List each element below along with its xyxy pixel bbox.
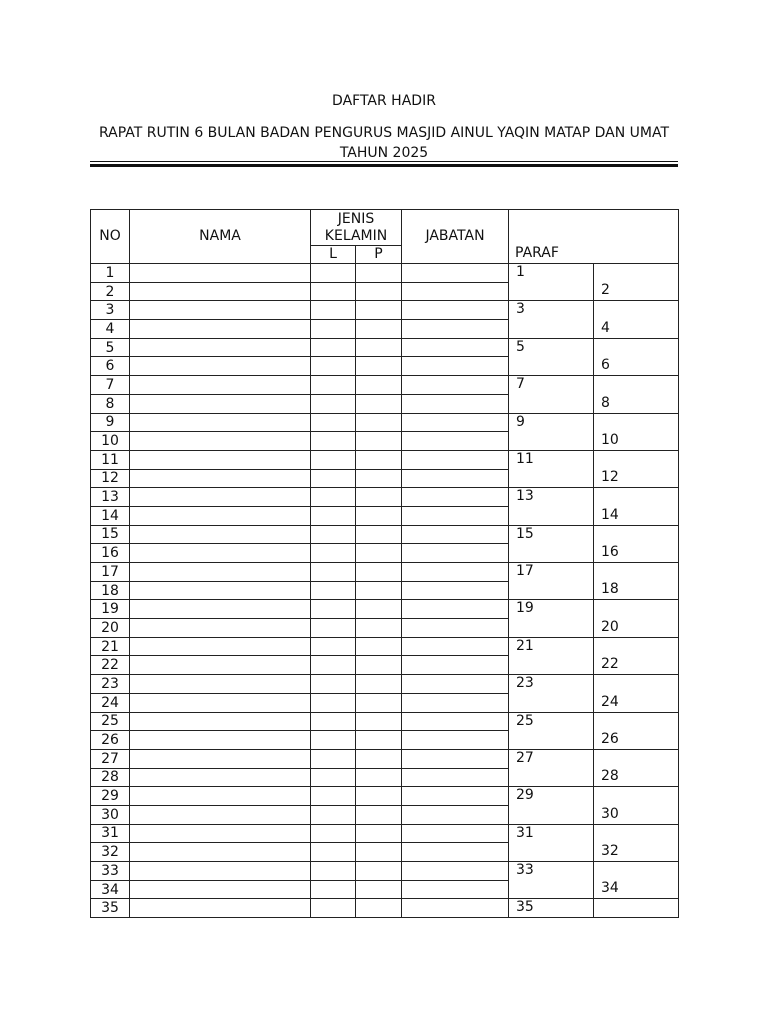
gender-p-cell[interactable] xyxy=(356,880,402,899)
jabatan-cell[interactable] xyxy=(402,712,509,731)
signature-cell-odd[interactable]: 9 xyxy=(509,413,594,450)
jabatan-cell[interactable] xyxy=(402,506,509,525)
signature-cell-even[interactable]: 8 xyxy=(594,376,679,413)
row-number: 7 xyxy=(91,376,130,395)
jabatan-cell[interactable] xyxy=(402,824,509,843)
nama-cell[interactable] xyxy=(130,469,311,488)
signature-cell-even[interactable]: 28 xyxy=(594,749,679,786)
column-header-l: L xyxy=(311,246,356,264)
row-number: 4 xyxy=(91,320,130,339)
gender-l-cell[interactable] xyxy=(311,450,356,469)
nama-cell[interactable] xyxy=(130,637,311,656)
signature-cell-odd[interactable]: 17 xyxy=(509,563,594,600)
gender-p-cell[interactable] xyxy=(356,600,402,619)
row-number: 13 xyxy=(91,488,130,507)
signature-cell-odd[interactable]: 11 xyxy=(509,450,594,487)
gender-l-cell[interactable] xyxy=(311,488,356,507)
gender-p-cell[interactable] xyxy=(356,264,402,283)
nama-cell[interactable] xyxy=(130,731,311,750)
jabatan-cell[interactable] xyxy=(402,469,509,488)
jabatan-cell[interactable] xyxy=(402,581,509,600)
gender-p-cell[interactable] xyxy=(356,469,402,488)
gender-l-cell[interactable] xyxy=(311,320,356,339)
nama-cell[interactable] xyxy=(130,506,311,525)
signature-cell-odd[interactable]: 25 xyxy=(509,712,594,749)
gender-l-cell[interactable] xyxy=(311,413,356,432)
gender-p-cell[interactable] xyxy=(356,712,402,731)
gender-l-cell[interactable] xyxy=(311,787,356,806)
gender-p-cell[interactable] xyxy=(356,787,402,806)
table-row xyxy=(91,787,679,806)
table-row xyxy=(91,563,679,582)
row-number: 8 xyxy=(91,394,130,413)
gender-l-cell[interactable] xyxy=(311,899,356,918)
gender-l-cell[interactable] xyxy=(311,525,356,544)
row-number: 29 xyxy=(91,787,130,806)
jabatan-cell[interactable] xyxy=(402,525,509,544)
signature-cell-odd[interactable]: 31 xyxy=(509,824,594,861)
gender-p-cell[interactable] xyxy=(356,656,402,675)
column-header-jenis-kelamin: JENIS KELAMIN xyxy=(311,210,402,246)
gender-l-cell[interactable] xyxy=(311,563,356,582)
signature-cell-even[interactable]: 16 xyxy=(594,525,679,562)
row-number: 26 xyxy=(91,731,130,750)
gender-l-cell[interactable] xyxy=(311,282,356,301)
nama-cell[interactable] xyxy=(130,264,311,283)
nama-cell[interactable] xyxy=(130,787,311,806)
gender-p-cell[interactable] xyxy=(356,282,402,301)
jabatan-cell[interactable] xyxy=(402,488,509,507)
jabatan-cell[interactable] xyxy=(402,637,509,656)
signature-cell-even[interactable]: 14 xyxy=(594,488,679,525)
gender-p-cell[interactable] xyxy=(356,544,402,563)
row-number: 15 xyxy=(91,525,130,544)
nama-cell[interactable] xyxy=(130,600,311,619)
row-number: 22 xyxy=(91,656,130,675)
jabatan-cell[interactable] xyxy=(402,899,509,918)
nama-cell[interactable] xyxy=(130,432,311,451)
nama-cell[interactable] xyxy=(130,805,311,824)
column-header-no: NO xyxy=(91,210,130,264)
nama-cell[interactable] xyxy=(130,450,311,469)
signature-cell-odd[interactable]: 1 xyxy=(509,264,594,301)
table-row xyxy=(91,376,679,395)
row-number: 14 xyxy=(91,506,130,525)
gender-l-cell[interactable] xyxy=(311,469,356,488)
table-row xyxy=(91,301,679,320)
signature-cell-even[interactable]: 4 xyxy=(594,301,679,338)
table-row xyxy=(91,824,679,843)
gender-l-cell[interactable] xyxy=(311,824,356,843)
jabatan-cell[interactable] xyxy=(402,787,509,806)
row-number: 25 xyxy=(91,712,130,731)
gender-p-cell[interactable] xyxy=(356,731,402,750)
table-row xyxy=(91,450,679,469)
gender-l-cell[interactable] xyxy=(311,338,356,357)
nama-cell[interactable] xyxy=(130,656,311,675)
row-number: 12 xyxy=(91,469,130,488)
row-number: 16 xyxy=(91,544,130,563)
jabatan-cell[interactable] xyxy=(402,656,509,675)
signature-cell-even[interactable] xyxy=(594,899,679,918)
table-row xyxy=(91,488,679,507)
gender-l-cell[interactable] xyxy=(311,394,356,413)
nama-cell[interactable] xyxy=(130,880,311,899)
jabatan-cell[interactable] xyxy=(402,805,509,824)
row-number: 31 xyxy=(91,824,130,843)
gender-l-cell[interactable] xyxy=(311,731,356,750)
row-number: 19 xyxy=(91,600,130,619)
table-row xyxy=(91,675,679,694)
gender-p-cell[interactable] xyxy=(356,525,402,544)
gender-p-cell[interactable] xyxy=(356,357,402,376)
row-number: 35 xyxy=(91,899,130,918)
nama-cell[interactable] xyxy=(130,413,311,432)
signature-cell-even[interactable]: 22 xyxy=(594,637,679,674)
signature-cell-odd[interactable]: 35 xyxy=(509,899,594,918)
row-number: 21 xyxy=(91,637,130,656)
gender-l-cell[interactable] xyxy=(311,432,356,451)
gender-l-cell[interactable] xyxy=(311,843,356,862)
jabatan-cell[interactable] xyxy=(402,338,509,357)
row-number: 23 xyxy=(91,675,130,694)
signature-cell-even[interactable]: 10 xyxy=(594,413,679,450)
gender-p-cell[interactable] xyxy=(356,843,402,862)
gender-l-cell[interactable] xyxy=(311,656,356,675)
gender-p-cell[interactable] xyxy=(356,824,402,843)
gender-l-cell[interactable] xyxy=(311,506,356,525)
nama-cell[interactable] xyxy=(130,338,311,357)
signature-cell-odd[interactable]: 13 xyxy=(509,488,594,525)
table-row xyxy=(91,749,679,768)
signature-cell-odd[interactable]: 7 xyxy=(509,376,594,413)
nama-cell[interactable] xyxy=(130,563,311,582)
gender-l-cell[interactable] xyxy=(311,581,356,600)
row-number: 11 xyxy=(91,450,130,469)
jabatan-cell[interactable] xyxy=(402,264,509,283)
signature-cell-even[interactable]: 32 xyxy=(594,824,679,861)
jabatan-cell[interactable] xyxy=(402,675,509,694)
nama-cell[interactable] xyxy=(130,581,311,600)
gender-p-cell[interactable] xyxy=(356,506,402,525)
nama-cell[interactable] xyxy=(130,619,311,638)
row-number: 24 xyxy=(91,693,130,712)
signature-cell-odd[interactable]: 3 xyxy=(509,301,594,338)
nama-cell[interactable] xyxy=(130,824,311,843)
gender-l-cell[interactable] xyxy=(311,693,356,712)
gender-p-cell[interactable] xyxy=(356,768,402,787)
gender-p-cell[interactable] xyxy=(356,450,402,469)
nama-cell[interactable] xyxy=(130,862,311,881)
table-row xyxy=(91,264,679,283)
column-header-nama: NAMA xyxy=(130,210,311,264)
signature-cell-odd[interactable]: 23 xyxy=(509,675,594,712)
gender-p-cell[interactable] xyxy=(356,749,402,768)
row-number: 10 xyxy=(91,432,130,451)
column-header-p: P xyxy=(356,246,402,264)
table-row xyxy=(91,338,679,357)
signature-cell-even[interactable]: 20 xyxy=(594,600,679,637)
gender-p-cell[interactable] xyxy=(356,563,402,582)
gender-p-cell[interactable] xyxy=(356,862,402,881)
header-rule-thin xyxy=(90,161,678,162)
column-header-paraf: PARAF xyxy=(509,210,679,264)
gender-p-cell[interactable] xyxy=(356,432,402,451)
table-row xyxy=(91,525,679,544)
signature-cell-odd[interactable]: 33 xyxy=(509,862,594,899)
gender-l-cell[interactable] xyxy=(311,264,356,283)
gender-p-cell[interactable] xyxy=(356,376,402,395)
nama-cell[interactable] xyxy=(130,843,311,862)
jabatan-cell[interactable] xyxy=(402,301,509,320)
jabatan-cell[interactable] xyxy=(402,600,509,619)
table-row xyxy=(91,413,679,432)
gender-l-cell[interactable] xyxy=(311,712,356,731)
jabatan-cell[interactable] xyxy=(402,544,509,563)
jabatan-cell[interactable] xyxy=(402,731,509,750)
gender-p-cell[interactable] xyxy=(356,488,402,507)
jabatan-cell[interactable] xyxy=(402,843,509,862)
nama-cell[interactable] xyxy=(130,749,311,768)
signature-cell-even[interactable]: 34 xyxy=(594,862,679,899)
signature-cell-even[interactable]: 12 xyxy=(594,450,679,487)
nama-cell[interactable] xyxy=(130,394,311,413)
row-number: 27 xyxy=(91,749,130,768)
signature-cell-odd[interactable]: 15 xyxy=(509,525,594,562)
table-row xyxy=(91,899,679,918)
jabatan-cell[interactable] xyxy=(402,563,509,582)
signature-cell-odd[interactable]: 19 xyxy=(509,600,594,637)
jabatan-cell[interactable] xyxy=(402,880,509,899)
jabatan-cell[interactable] xyxy=(402,862,509,881)
signature-cell-odd[interactable]: 27 xyxy=(509,749,594,786)
column-header-jabatan: JABATAN xyxy=(402,210,509,264)
table-row xyxy=(91,600,679,619)
signature-cell-odd[interactable]: 21 xyxy=(509,637,594,674)
jabatan-cell[interactable] xyxy=(402,432,509,451)
nama-cell[interactable] xyxy=(130,675,311,694)
gender-p-cell[interactable] xyxy=(356,637,402,656)
gender-l-cell[interactable] xyxy=(311,675,356,694)
gender-l-cell[interactable] xyxy=(311,880,356,899)
gender-p-cell[interactable] xyxy=(356,675,402,694)
jabatan-cell[interactable] xyxy=(402,693,509,712)
signature-cell-even[interactable]: 24 xyxy=(594,675,679,712)
gender-p-cell[interactable] xyxy=(356,394,402,413)
jabatan-cell[interactable] xyxy=(402,394,509,413)
table-row xyxy=(91,862,679,881)
row-number: 3 xyxy=(91,301,130,320)
attendance-table xyxy=(90,209,679,918)
gender-l-cell[interactable] xyxy=(311,357,356,376)
row-number: 17 xyxy=(91,563,130,582)
gender-p-cell[interactable] xyxy=(356,899,402,918)
signature-cell-even[interactable]: 26 xyxy=(594,712,679,749)
gender-p-cell[interactable] xyxy=(356,413,402,432)
row-number: 9 xyxy=(91,413,130,432)
header-rule-thick xyxy=(90,164,678,167)
signature-cell-even[interactable]: 30 xyxy=(594,787,679,824)
row-number: 18 xyxy=(91,581,130,600)
row-number: 30 xyxy=(91,805,130,824)
gender-l-cell[interactable] xyxy=(311,600,356,619)
signature-cell-odd[interactable]: 5 xyxy=(509,338,594,375)
gender-p-cell[interactable] xyxy=(356,301,402,320)
nama-cell[interactable] xyxy=(130,899,311,918)
row-number: 2 xyxy=(91,282,130,301)
jabatan-cell[interactable] xyxy=(402,749,509,768)
signature-cell-odd[interactable]: 29 xyxy=(509,787,594,824)
signature-cell-even[interactable]: 18 xyxy=(594,563,679,600)
row-number: 32 xyxy=(91,843,130,862)
table-row xyxy=(91,637,679,656)
jabatan-cell[interactable] xyxy=(402,320,509,339)
nama-cell[interactable] xyxy=(130,301,311,320)
gender-l-cell[interactable] xyxy=(311,862,356,881)
nama-cell[interactable] xyxy=(130,544,311,563)
gender-l-cell[interactable] xyxy=(311,637,356,656)
jabatan-cell[interactable] xyxy=(402,413,509,432)
nama-cell[interactable] xyxy=(130,693,311,712)
nama-cell[interactable] xyxy=(130,525,311,544)
gender-l-cell[interactable] xyxy=(311,376,356,395)
jabatan-cell[interactable] xyxy=(402,619,509,638)
signature-cell-even[interactable]: 2 xyxy=(594,264,679,301)
document-title: DAFTAR HADIR xyxy=(332,93,436,109)
row-number: 1 xyxy=(91,264,130,283)
gender-p-cell[interactable] xyxy=(356,805,402,824)
nama-cell[interactable] xyxy=(130,712,311,731)
nama-cell[interactable] xyxy=(130,357,311,376)
gender-l-cell[interactable] xyxy=(311,301,356,320)
gender-l-cell[interactable] xyxy=(311,544,356,563)
jabatan-cell[interactable] xyxy=(402,282,509,301)
nama-cell[interactable] xyxy=(130,376,311,395)
row-number: 34 xyxy=(91,880,130,899)
row-number: 5 xyxy=(91,338,130,357)
nama-cell[interactable] xyxy=(130,488,311,507)
table-row xyxy=(91,712,679,731)
jabatan-cell[interactable] xyxy=(402,376,509,395)
gender-p-cell[interactable] xyxy=(356,693,402,712)
gender-l-cell[interactable] xyxy=(311,768,356,787)
gender-p-cell[interactable] xyxy=(356,619,402,638)
jabatan-cell[interactable] xyxy=(402,768,509,787)
gender-l-cell[interactable] xyxy=(311,749,356,768)
document-subtitle: RAPAT RUTIN 6 BULAN BADAN PENGURUS MASJID AINUL YAQIN MATAP DAN UMAT TAHUN 2025 xyxy=(98,125,670,161)
gender-p-cell[interactable] xyxy=(356,338,402,357)
gender-l-cell[interactable] xyxy=(311,805,356,824)
row-number: 6 xyxy=(91,357,130,376)
jabatan-cell[interactable] xyxy=(402,450,509,469)
gender-l-cell[interactable] xyxy=(311,619,356,638)
nama-cell[interactable] xyxy=(130,768,311,787)
nama-cell[interactable] xyxy=(130,282,311,301)
signature-cell-even[interactable]: 6 xyxy=(594,338,679,375)
row-number: 20 xyxy=(91,619,130,638)
nama-cell[interactable] xyxy=(130,320,311,339)
row-number: 33 xyxy=(91,862,130,881)
jabatan-cell[interactable] xyxy=(402,357,509,376)
gender-p-cell[interactable] xyxy=(356,320,402,339)
gender-p-cell[interactable] xyxy=(356,581,402,600)
row-number: 28 xyxy=(91,768,130,787)
